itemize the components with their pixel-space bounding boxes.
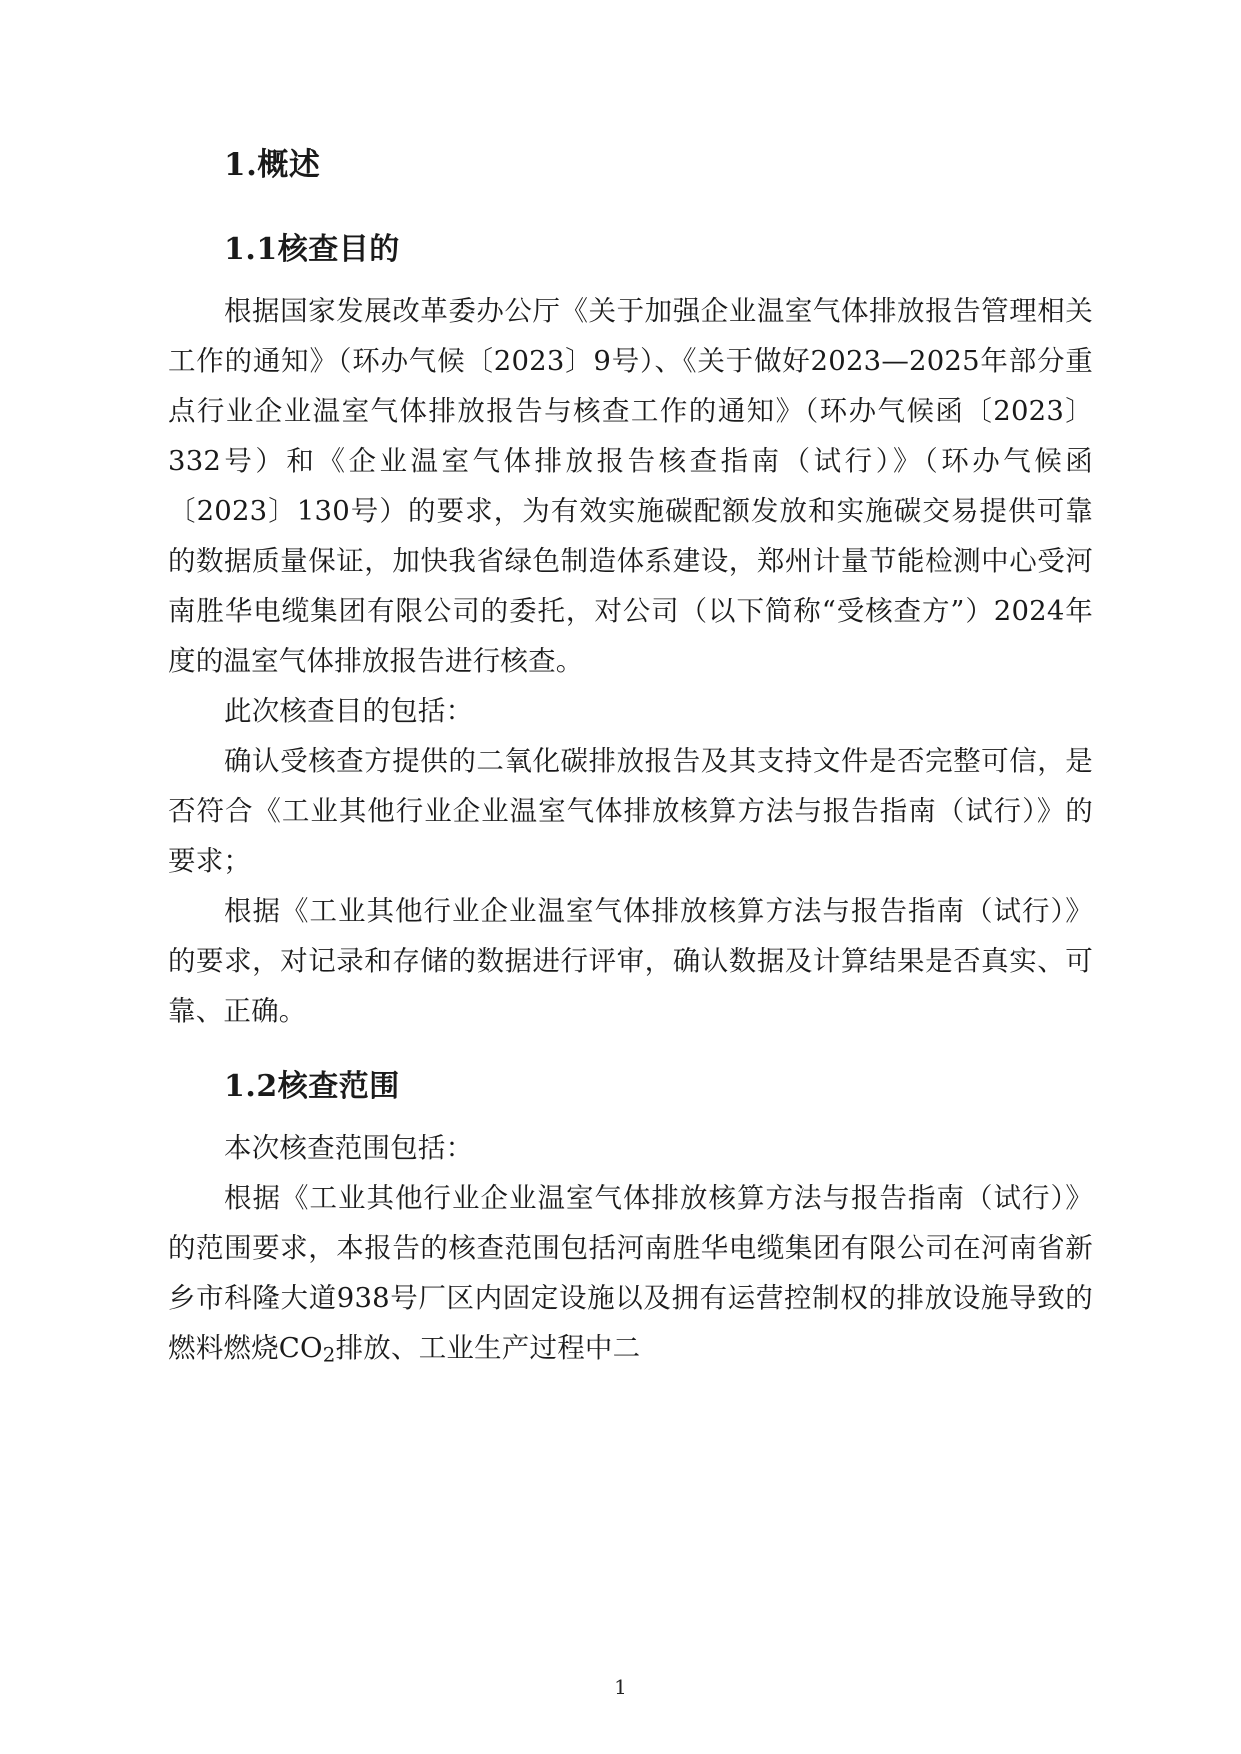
paragraph-purpose-2: 此次核查目的包括： — [224, 694, 474, 727]
paragraph-purpose-4: 根据《工业其他行业企业温室气体排放核算方法与报告指南（试行）》的要求，对记录和存储的数据进行评审，确认数据及计算结果是否真实、可靠、正确。 — [168, 895, 1093, 1028]
page-number: 1 — [614, 1675, 627, 1699]
paragraph-scope-1: 本次核查范围包括： — [224, 1132, 474, 1165]
paragraph-scope-2: 根据《工业其他行业企业温室气体排放核算方法与报告指南（试行）》的范围要求，本报告的核查范围包括河南胜华电缆集团有限公司在河南省新乡市科隆大道938号厂区内固定设施以及拥有运营控制权的排放设施导致的燃料燃烧$CO_2$排放、工业生产过程中二 — [168, 1182, 1093, 1367]
section-heading-overview: 1.概述 — [224, 147, 321, 183]
section-heading-purpose: 1.1核查目的 — [224, 231, 400, 267]
page-content — [168, 120, 1093, 1374]
paragraph-purpose-3: 确认受核查方提供的二氧化碳排放报告及其支持文件是否完整可信，是否符合《工业其他行业企业温室气体排放核算方法与报告指南（试行）》的要求； — [168, 744, 1093, 878]
paragraph-purpose-1: 根据国家发展改革委办公厅《关于加强企业温室气体排放报告管理相关工作的通知》（环办气候〔2023〕9号）、《关于做好2023—2025年部分重点行业企业温室气体排放报告与核查工作的通知》（环办气候函〔2023〕332号）和《企业温室气体排放报告核查指南（试行）》（环办气候函〔2023〕130号）的要求，为有效实施碳配额发放和实施碳交易提供可靠的数据质量保证，加快我省绿色制造体系建设，郑州计量节能检测中心受河南胜华电缆集团有限公司的委托，对公司（以下简称“受核查方”）2024年度的温室气体排放报告进行核查。 — [168, 294, 1093, 677]
section-heading-scope: 1.2核查范围 — [224, 1069, 400, 1105]
